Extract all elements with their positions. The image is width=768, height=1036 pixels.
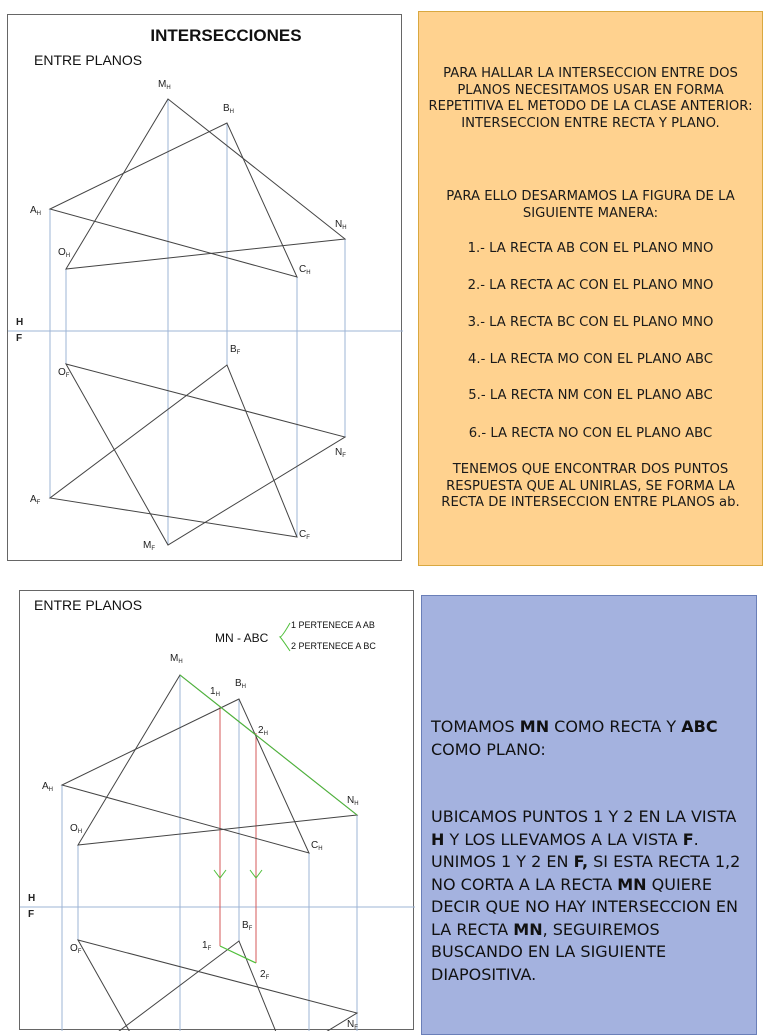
diagram-panel-bottom	[19, 590, 414, 1030]
mn-abc-label: MN - ABC	[215, 631, 269, 645]
step-item: 5.- LA RECTA NM CON EL PLANO ABC	[468, 388, 713, 403]
step-item: 3.- LA RECTA BC CON EL PLANO MNO	[467, 315, 714, 330]
projection-lines	[8, 99, 403, 545]
intro-paragraph: PARA HALLAR LA INTERSECCION ENTRE DOS PLANOS NECESITAMOS USAR EN FORMA REPETITIVA EL METODO DE LA CLASE ANTERIOR:	[428, 66, 753, 114]
label-2h: $2_H$	[258, 725, 268, 737]
label-bh: $B_H$	[223, 103, 235, 115]
explanation-box-bottom	[421, 595, 757, 1035]
label-oh: $O_H$	[58, 247, 71, 259]
label-h-axis: H	[28, 893, 36, 904]
figure-subtitle: ENTRE PLANOS	[34, 52, 143, 68]
label-h-axis: H	[16, 317, 24, 328]
triangle-mno-h	[78, 675, 357, 845]
label-af: $A_F$	[30, 494, 41, 506]
pertenece-1-label: 1 PERTENECE A AB	[291, 620, 375, 630]
label-ah: $A_H$	[42, 781, 54, 793]
label-mf: $M_F$	[143, 540, 156, 552]
arrow-icons	[214, 870, 262, 878]
label-oh: $O_H$	[70, 823, 83, 835]
line-12-f	[220, 946, 256, 963]
f-view-triangles	[50, 364, 345, 545]
figure-title: INTERSECCIONES	[150, 26, 302, 45]
conclusion-paragraph: TENEMOS QUE ENCONTRAR DOS PUNTOS RESPUESTA QUE AL UNIRLAS, SE FORMA LA RECTA DE INTERSECCION ENTRE PLANOS ab.	[441, 462, 740, 510]
label-bh: $B_H$	[235, 678, 247, 690]
step-item: 2.- LA RECTA AC CON EL PLANO MNO	[467, 277, 714, 293]
label-2f: $2_F$	[260, 969, 270, 981]
label-1f: $1_F$	[202, 940, 212, 952]
method-paragraph: PARA ELLO DESARMAMOS LA FIGURA DE LA SIGUIENTE MANERA:	[446, 189, 735, 221]
step-item: 6.- LA RECTA NO CON EL PLANO ABC	[468, 425, 713, 441]
f-view-triangles	[62, 940, 357, 1031]
unimos-paragraph: UNIMOS 1 Y 2 EN F, SI ESTA RECTA 1,2 NO CORTA A LA RECTA MN QUIERE DECIR QUE NO HAY INTERSECCION EN LA RECTA MN, SEGUIREMOS BUSCANDO EN LA SIGUIENTE DIAPOSITIVA.	[431, 852, 741, 984]
pertenece-2-label: 2 PERTENECE A BC	[291, 641, 376, 651]
h-view-triangles	[50, 99, 345, 277]
triangle-abc-h	[62, 699, 309, 853]
label-f-axis: F	[28, 909, 35, 920]
figure-subtitle: ENTRE PLANOS	[34, 597, 143, 613]
recta-plano-paragraph: TOMAMOS MN COMO RECTA Y ABC COMO PLANO:	[431, 717, 718, 759]
label-1h: $1_H$	[210, 686, 220, 698]
label-nf: $N_F$	[335, 447, 346, 459]
triangle-mno-f	[78, 940, 357, 1031]
diagram-bottom-svg	[20, 591, 415, 1031]
projection-lines	[20, 675, 415, 1031]
h-view-triangles	[62, 675, 357, 853]
triangle-abc-f	[62, 941, 309, 1031]
label-ah: $A_H$	[30, 205, 42, 217]
label-f-axis: F	[16, 333, 23, 344]
triangle-mno-h	[66, 99, 345, 269]
step-item: 1.- LA RECTA AB CON EL PLANO MNO	[467, 241, 714, 256]
explanation-text-bottom	[431, 716, 751, 986]
label-nh: $N_H$	[335, 219, 347, 231]
label-nf: $N_F$	[347, 1019, 358, 1031]
explanation-text-top	[419, 12, 762, 512]
triangle-abc-f	[50, 365, 297, 537]
label-of: $O_F$	[58, 367, 70, 379]
label-mh: $M_H$	[158, 79, 171, 91]
triangle-abc-h	[50, 123, 297, 277]
transfer-lines	[220, 706, 256, 963]
diagram-panel-top	[7, 14, 402, 561]
label-cf: $C_F$	[299, 529, 310, 541]
label-ch: $C_H$	[299, 264, 311, 276]
label-bf: $B_F$	[230, 344, 241, 356]
label-bf: $B_F$	[242, 920, 253, 932]
label-ch: $C_H$	[311, 840, 323, 852]
ubicamos-paragraph: UBICAMOS PUNTOS 1 Y 2 EN LA VISTA H Y LOS LLEVAMOS A LA VISTA F.	[431, 807, 737, 849]
label-nh: $N_H$	[347, 795, 359, 807]
line-mn-h	[180, 675, 357, 815]
brace-icon	[280, 623, 290, 651]
label-of: $O_F$	[70, 943, 82, 955]
diagram-top-svg	[8, 15, 403, 562]
label-mh: $M_H$	[170, 653, 183, 665]
step-item: 4.- LA RECTA MO CON EL PLANO ABC	[468, 351, 713, 367]
explanation-box-top	[418, 11, 763, 566]
intro-paragraph-method: INTERSECCION ENTRE RECTA Y PLANO.	[461, 115, 720, 131]
